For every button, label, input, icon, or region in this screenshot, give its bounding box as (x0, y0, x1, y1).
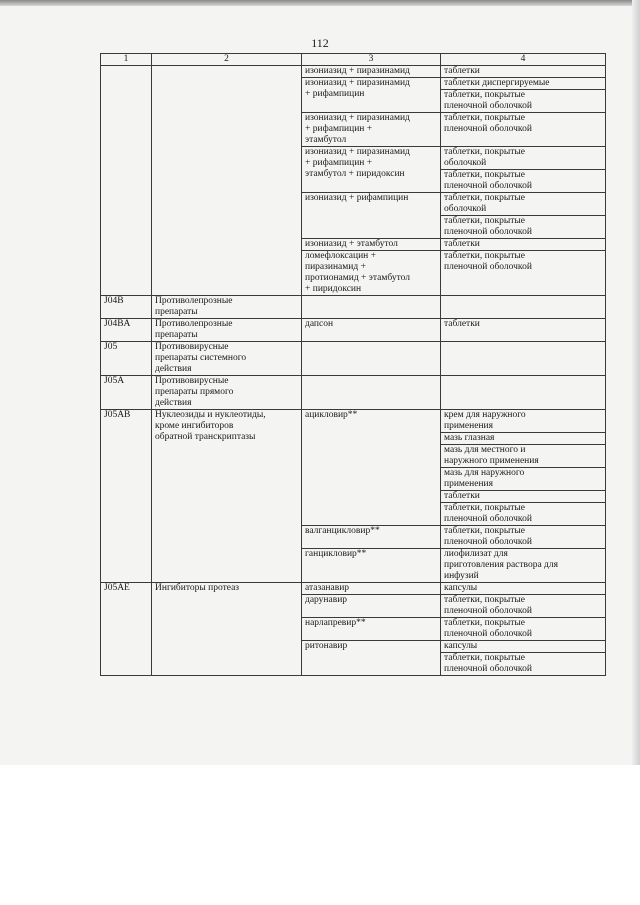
substance-cell: валганцикловир** (302, 526, 441, 549)
substance-cell: изониазид + пиразинамид + рифампицин + этамбутол + пиридоксин (302, 147, 441, 193)
form-cell: мазь для местного и наружного применения (441, 445, 606, 468)
group-name-cell: Противовирусные препараты прямого действия (152, 376, 302, 410)
form-cell: таблетки, покрытые пленочной оболочкой (441, 618, 606, 641)
table-header-row (101, 54, 606, 66)
group-name-cell: Ингибиторы протеаз (152, 583, 302, 676)
code-cell: J05AE (101, 583, 152, 676)
form-cell: таблетки, покрытые пленочной оболочкой (441, 90, 606, 113)
group-name-cell: Противолепрозные препараты (152, 296, 302, 319)
table-row (101, 296, 606, 319)
substance-cell (302, 342, 441, 376)
table-row (101, 410, 606, 433)
substance-cell: изониазид + этамбутол (302, 239, 441, 251)
form-cell: таблетки, покрытые пленочной оболочкой (441, 503, 606, 526)
substance-cell: ацикловир** (302, 410, 441, 526)
header-col-2: 2 (152, 54, 302, 66)
code-cell: J04B (101, 296, 152, 319)
form-cell (441, 296, 606, 319)
header-col-1: 1 (101, 54, 152, 66)
substance-cell: нарлапревир** (302, 618, 441, 641)
form-cell: мазь глазная (441, 433, 606, 445)
page-number: 112 (311, 36, 329, 50)
form-cell: капсулы (441, 583, 606, 595)
form-cell: лиофилизат для приготовления раствора для инфузий (441, 549, 606, 583)
form-cell: таблетки, покрытые пленочной оболочкой (441, 251, 606, 296)
substance-cell (302, 296, 441, 319)
form-cell: таблетки, покрытые пленочной оболочкой (441, 595, 606, 618)
header-col-3: 3 (302, 54, 441, 66)
form-cell (441, 342, 606, 376)
code-cell: J05A (101, 376, 152, 410)
substance-cell: ганцикловир** (302, 549, 441, 583)
substance-cell: дапсон (302, 319, 441, 342)
form-cell: таблетки, покрытые пленочной оболочкой (441, 653, 606, 676)
code-cell: J04BA (101, 319, 152, 342)
group-name-cell: Нуклеозиды и нуклеотиды, кроме ингибиторов обратной транскриптазы (152, 410, 302, 583)
form-cell (441, 376, 606, 410)
substance-cell: изониазид + рифампицин (302, 193, 441, 239)
substance-cell: ритонавир (302, 641, 441, 676)
group-name-cell (152, 66, 302, 296)
drug-table (100, 53, 606, 676)
form-cell: таблетки, покрытые пленочной оболочкой (441, 113, 606, 147)
form-cell: таблетки диспергируемые (441, 78, 606, 90)
substance-cell: изониазид + пиразинамид + рифампицин + этамбутол (302, 113, 441, 147)
code-cell: J05 (101, 342, 152, 376)
form-cell: таблетки, покрытые оболочкой (441, 147, 606, 170)
group-name-cell: Противолепрозные препараты (152, 319, 302, 342)
form-cell: таблетки (441, 239, 606, 251)
substance-cell: изониазид + пиразинамид + рифампицин (302, 78, 441, 113)
form-cell: крем для наружного применения (441, 410, 606, 433)
table-row (101, 319, 606, 342)
form-cell: таблетки, покрытые пленочной оболочкой (441, 216, 606, 239)
form-cell: мазь для наружного применения (441, 468, 606, 491)
table-row (101, 376, 606, 410)
code-cell: J05AB (101, 410, 152, 583)
substance-cell (302, 376, 441, 410)
group-name-cell: Противовирусные препараты системного действия (152, 342, 302, 376)
table-row (101, 66, 606, 78)
table-row (101, 583, 606, 595)
form-cell: капсулы (441, 641, 606, 653)
form-cell: таблетки (441, 319, 606, 342)
form-cell: таблетки, покрытые пленочной оболочкой (441, 526, 606, 549)
header-col-4: 4 (441, 54, 606, 66)
code-cell (101, 66, 152, 296)
form-cell: таблетки (441, 491, 606, 503)
scan-top-edge (0, 0, 640, 6)
table-row (101, 342, 606, 376)
scan-right-edge (632, 0, 640, 765)
substance-cell: дарунавир (302, 595, 441, 618)
form-cell: таблетки, покрытые оболочкой (441, 193, 606, 216)
substance-cell: изониазид + пиразинамид (302, 66, 441, 78)
substance-cell: ломефлоксацин + пиразинамид + протионамид + этамбутол + пиридоксин (302, 251, 441, 296)
form-cell: таблетки, покрытые пленочной оболочкой (441, 170, 606, 193)
substance-cell: атазанавир (302, 583, 441, 595)
form-cell: таблетки (441, 66, 606, 78)
